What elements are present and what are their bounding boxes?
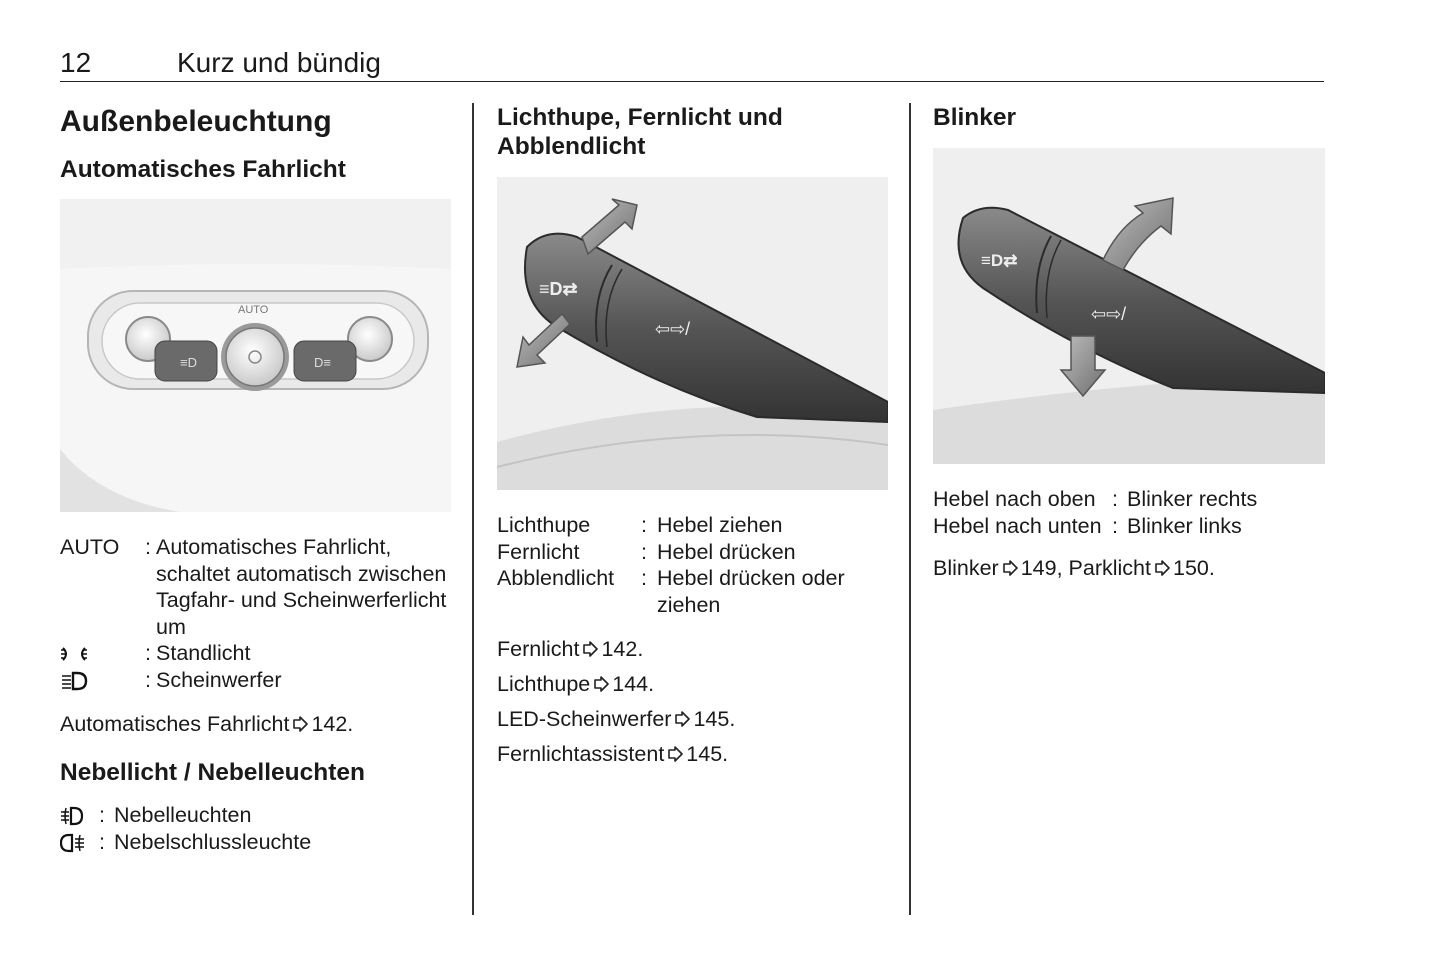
subsection-title: Automatisches Fahrlicht <box>60 156 346 183</box>
svg-text:≡D: ≡D <box>180 355 197 370</box>
low-beam-icon <box>60 671 88 691</box>
cross-reference <box>60 711 452 738</box>
page-ref-arrow-icon <box>1002 560 1018 576</box>
ref-text: LED-Scheinwerfer <box>497 707 672 731</box>
definition: Standlicht <box>156 641 251 665</box>
definition: Nebelleuchten <box>114 803 252 827</box>
section-title: Blinker <box>933 104 1017 131</box>
section-title: Lichthupe, Fernlicht und Abblendlicht <box>497 104 783 160</box>
chapter-title: Kurz und bündig <box>177 47 381 78</box>
page-ref-arrow-icon <box>593 676 609 692</box>
fog-definition-list <box>60 802 452 855</box>
term: Hebel nach unten <box>933 513 1102 538</box>
cross-reference <box>933 555 1325 582</box>
svg-text:⇦⇨/: ⇦⇨/ <box>1091 304 1127 324</box>
svg-text:≡D⇄: ≡D⇄ <box>981 251 1018 270</box>
column-divider <box>472 103 474 915</box>
definition: Blinker rechts <box>1127 487 1258 511</box>
page-number: 12 <box>60 47 92 78</box>
definition: Hebel ziehen <box>657 513 783 537</box>
svg-text:≡D⇄: ≡D⇄ <box>539 279 578 299</box>
separator: : <box>1112 513 1118 538</box>
section-title: Außenbeleuchtung <box>60 105 332 138</box>
definition: Nebelschlussleuchte <box>114 829 312 854</box>
separator: : <box>99 803 105 827</box>
headlight-stalk-figure <box>497 177 888 490</box>
turn-signal-stalk-figure <box>933 148 1325 464</box>
auto-label: AUTO <box>238 304 269 316</box>
ref-page: 142. <box>311 712 354 736</box>
ref-page: 144. <box>612 672 655 696</box>
separator: : <box>145 641 151 665</box>
page-ref-arrow-icon <box>667 746 683 762</box>
definition: Scheinwerfer <box>156 667 282 692</box>
ref-text: Lichthupe <box>497 672 591 696</box>
column-turn-signal <box>933 103 1325 582</box>
definition-list <box>497 512 889 618</box>
cross-reference <box>497 706 889 733</box>
separator: : <box>145 667 151 692</box>
column-divider <box>909 103 911 915</box>
subsection-title: Nebellicht / Nebelleuchten <box>60 759 365 786</box>
svg-text:⇦⇨/: ⇦⇨/ <box>655 319 691 339</box>
separator: : <box>641 566 647 590</box>
separator: : <box>99 829 105 854</box>
term: Fernlicht <box>497 539 580 564</box>
svg-text:D≡: D≡ <box>314 355 331 370</box>
definition-list <box>933 486 1325 539</box>
column-exterior-lighting <box>60 103 452 855</box>
separator: : <box>1112 487 1118 511</box>
ref-text: Automatisches Fahrlicht <box>60 712 290 736</box>
separator: : <box>641 539 647 564</box>
term-auto: AUTO <box>60 535 120 559</box>
page-ref-arrow-icon <box>582 641 598 657</box>
rear-fog-light-icon <box>60 833 88 853</box>
page-ref-arrow-icon <box>1154 560 1170 576</box>
definition: Hebel drücken <box>657 539 796 564</box>
front-fog-light-icon <box>60 806 88 826</box>
page-ref-arrow-icon <box>674 711 690 727</box>
definition: Blinker links <box>1127 513 1242 538</box>
definition: Automatisches Fahrlicht, schaltet automatisch zwischen Tagfahr- und Scheinwerferlicht um <box>156 535 447 639</box>
page-ref-arrow-icon <box>292 716 308 732</box>
cross-reference <box>497 741 889 768</box>
term: Lichthupe <box>497 513 591 537</box>
cross-reference <box>497 636 889 663</box>
ref-text: Fernlichtassistent <box>497 742 665 766</box>
term: Hebel nach oben <box>933 487 1096 511</box>
ref-page: 142. <box>601 637 644 661</box>
ref-page: 145. <box>686 742 729 766</box>
ref-page: 149, <box>1020 556 1069 580</box>
separator: : <box>641 513 647 537</box>
definition-list <box>60 534 452 693</box>
definition: Hebel drücken oder ziehen <box>657 566 845 617</box>
term: Abblendlicht <box>497 566 615 590</box>
light-switch-panel-figure <box>60 199 451 512</box>
ref-page: 150. <box>1173 556 1215 580</box>
ref-text: Blinker <box>933 556 999 580</box>
separator: : <box>145 535 151 559</box>
page-header <box>60 45 1324 82</box>
ref-page: 145. <box>693 707 736 731</box>
parking-light-icon <box>60 644 88 664</box>
column-headlight-flasher <box>497 103 889 768</box>
ref-text: Parklicht <box>1068 556 1151 580</box>
ref-text: Fernlicht <box>497 637 580 661</box>
cross-reference <box>497 671 889 698</box>
